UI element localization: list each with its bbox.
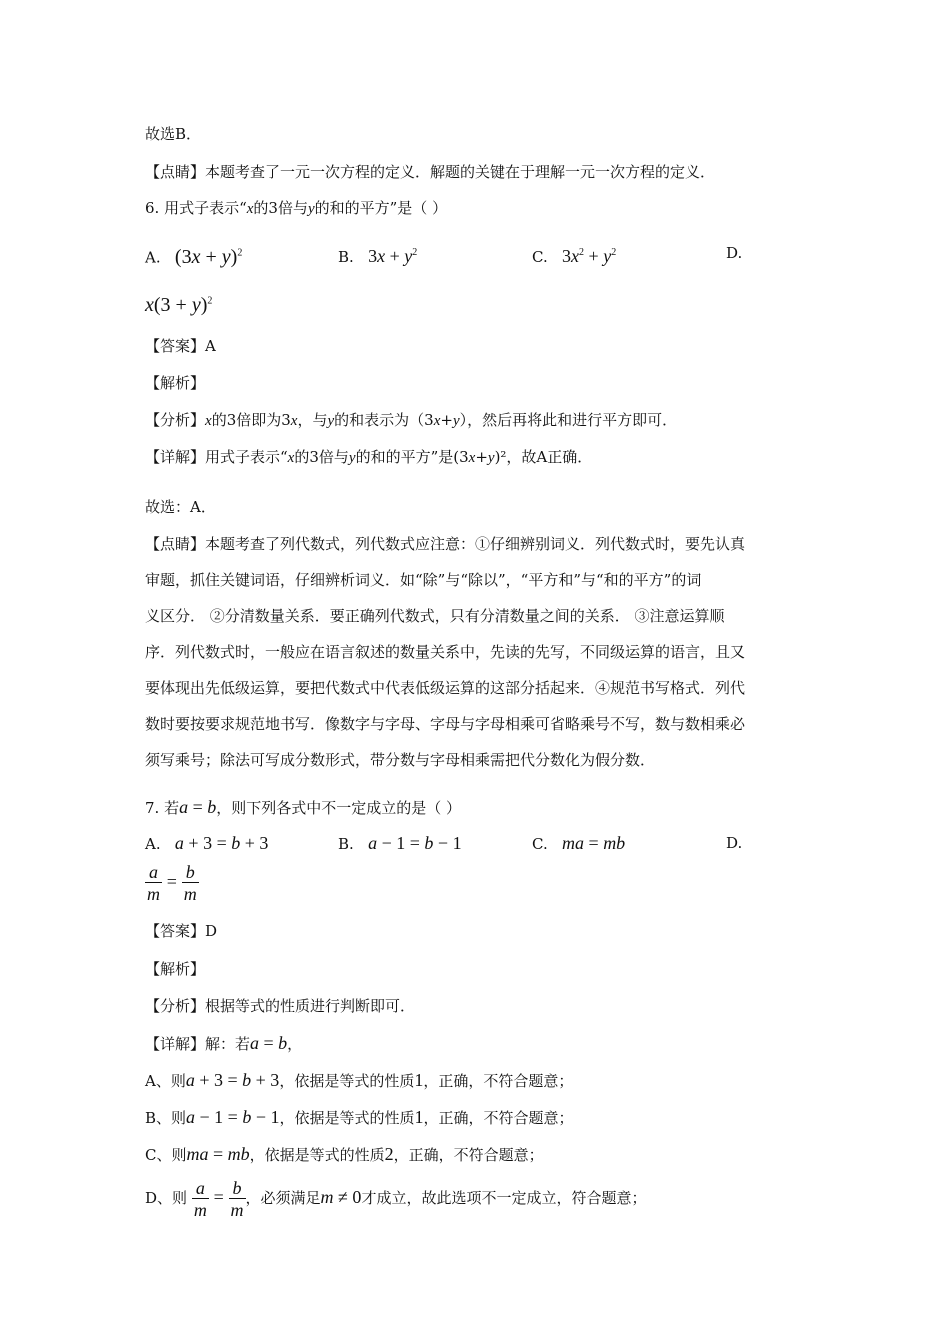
q6-option-a: A. $(3x + y)^2$ <box>145 245 243 268</box>
text-line: 故选B． <box>145 125 202 143</box>
comment-line: 序．列代数式时，一般应在语言叙述的数量关系中，先读的先写，不同级运算的语言，且又 <box>145 643 746 661</box>
q6-option-d: $x(3 + y)^2$ <box>145 293 213 316</box>
analysis-6: 【分析】x的3倍即为3x，与y的和表示为（3x+y），然后再将此和进行平方即可． <box>145 411 678 429</box>
question-7: 7. 若a = b，则下列各式中不一定成立的是（ ） <box>145 797 462 817</box>
q7-option-d: $\frac{a}{m}$ = $\frac{b}{m}$ <box>147 862 197 904</box>
q7-option-a: A. a + 3 = b + 3 <box>145 833 269 853</box>
comment-6 <box>145 526 810 778</box>
text-line: 【点睛】本题考查了一元一次方程的定义．解题的关键在于理解一元一次方程的定义． <box>145 163 716 181</box>
comment-line: 数时要按要求规范地书写．像数字与字母、字母与字母相乘可省略乘号不写，数与数相乘必 <box>145 715 746 733</box>
detail-7-line-c: C、则ma = mb，依据是等式的性质2，正确，不符合题意； <box>145 1144 544 1164</box>
comment-line: 要体现出先低级运算，要把代数式中代表低级运算的这部分括起来．④规范书写格式．列代 <box>145 679 746 697</box>
answer-6: 【答案】A <box>145 337 216 355</box>
choice-6: 故选：A． <box>145 498 216 516</box>
comment-line: 义区分． ②分清数量关系．要正确列代数式，只有分清数量之间的关系． ③注意运算顺 <box>145 607 725 625</box>
q7-option-b: B. a − 1 = b − 1 <box>338 833 462 853</box>
detail-7: 【详解】解：若a = b， <box>145 1033 303 1053</box>
q6-option-d-label: D. <box>726 244 743 262</box>
analysis-6-heading: 【解析】 <box>145 374 206 392</box>
q6-option-c: C. $3x^2 + y^2$ <box>532 246 617 266</box>
answer-7: 【答案】D <box>145 922 218 940</box>
q7-option-c: C. ma = mb <box>532 833 626 853</box>
comment-line: 须写乘号；除法可写成分数形式，带分数与字母相乘需把代分数化为假分数． <box>145 751 656 769</box>
q6-option-b: B. $3x + y^2$ <box>338 246 418 266</box>
comment-line: 审题，抓住关键词语，仔细辨析词义．如“除”与“除以”，“平方和”与“和的平方”的词 <box>145 571 702 589</box>
detail-6: 【详解】用式子表示“x的3倍与y的和的平方”是(3x+y)²，故A正确． <box>145 448 593 466</box>
comment-line: 【点睛】本题考查了列代数式，列代数式应注意：①仔细辨别词义．列代数式时，要先认真 <box>145 535 746 553</box>
q7-option-d-label: D. <box>726 834 743 852</box>
detail-7-line-b: B、则a − 1 = b − 1，依据是等式的性质1，正确，不符合题意； <box>145 1107 574 1127</box>
analysis-7: 【分析】根据等式的性质进行判断即可． <box>145 997 416 1015</box>
detail-7-line-d: D、则 $\frac{a}{m}$ = $\frac{b}{m}$ ，必须满足m ≠ 0才成立，故此选项不一定成立，符合题意； <box>145 1177 647 1220</box>
question-6: 6. 用式子表示“x的3倍与y的和的平方”是（ ） <box>145 199 448 217</box>
detail-7-line-a: A、则a + 3 = b + 3，依据是等式的性质1，正确，不符合题意； <box>145 1070 574 1090</box>
analysis-7-heading: 【解析】 <box>145 960 206 978</box>
